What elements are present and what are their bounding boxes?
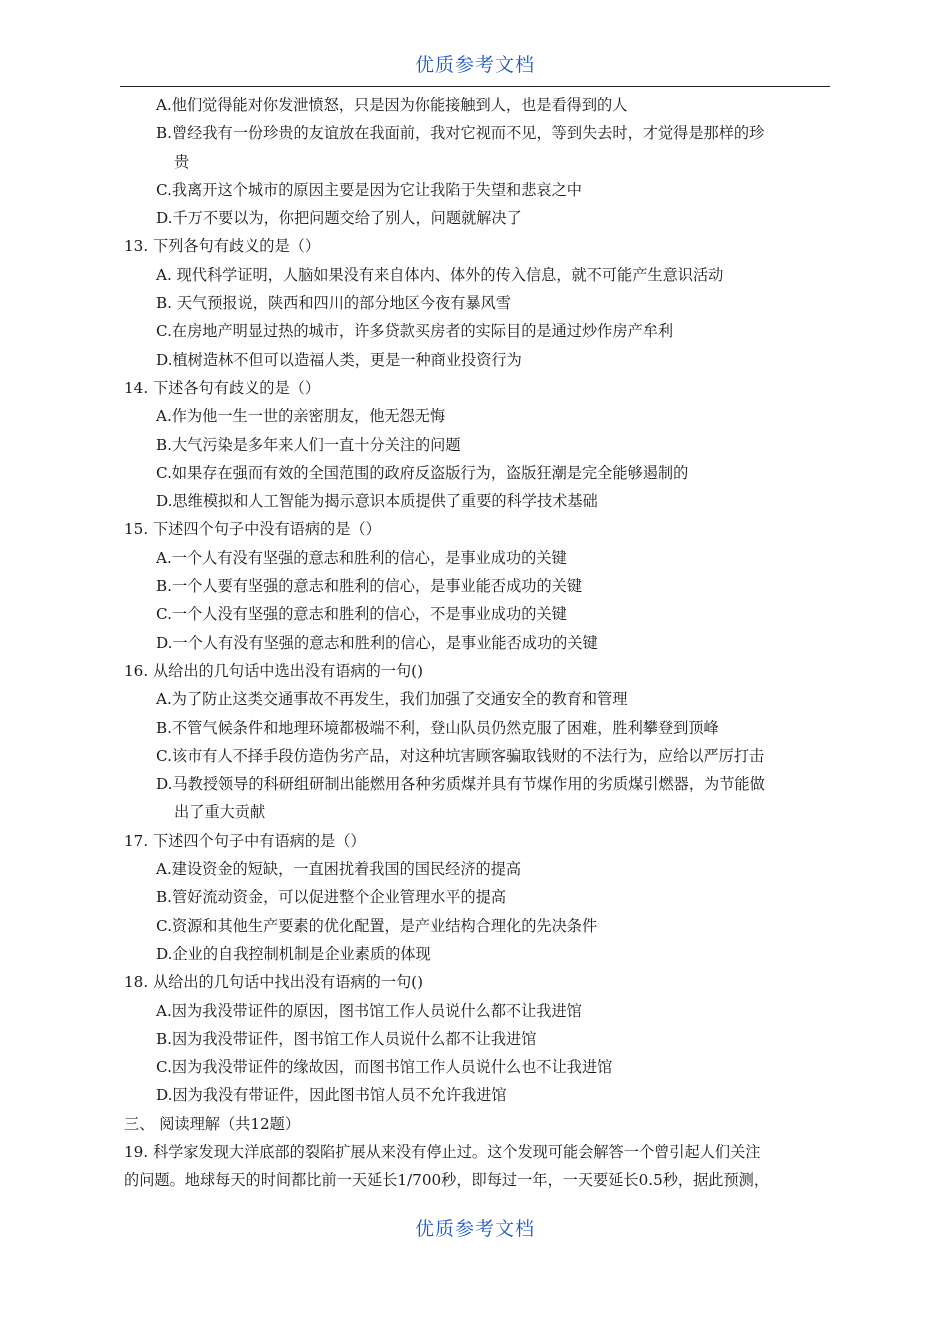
answer-option: C.资源和其他生产要素的优化配置，是产业结构合理化的先决条件 [156, 916, 598, 935]
answer-option: A. 现代科学证明，人脑如果没有来自体内、体外的传入信息，就不可能产生意识活动 [156, 265, 724, 284]
answer-option: D.马教授领导的科研组研制出能燃用各种劣质煤并具有节煤作用的劣质煤引燃器，为节能做 [156, 775, 765, 794]
answer-option: D.千万不要以为，你把问题交给了别人，问题就解决了 [156, 209, 522, 228]
answer-option: B.不管气候条件和地理环境都极端不利，登山队员仍然克服了困难，胜利攀登到顶峰 [156, 718, 719, 737]
answer-option: D.思维模拟和人工智能为揭示意识本质提供了重要的科学技术基础 [156, 492, 598, 511]
answer-option: A.建设资金的短缺，一直困扰着我国的国民经济的提高 [156, 860, 522, 879]
answer-option: B.因为我没带证件，图书馆工作人员说什么都不让我进馆 [156, 1029, 537, 1048]
question-line: 14. 下述各句有歧义的是（） [124, 378, 321, 397]
answer-option: D.植树造林不但可以造福人类，更是一种商业投资行为 [156, 350, 522, 369]
question-line: 17. 下述四个句子中有语病的是（） [124, 831, 366, 850]
answer-option: D.因为我没有带证件，因此图书馆人员不允许我进馆 [156, 1086, 507, 1105]
header-divider [120, 86, 830, 87]
answer-option: B.管好流动资金，可以促进整个企业管理水平的提高 [156, 888, 507, 907]
answer-option: B. 天气预报说，陕西和四川的部分地区今夜有暴风雪 [156, 294, 511, 313]
option-continuation: 出了重大贡献 [174, 803, 266, 822]
answer-option: A.一个人有没有坚强的意志和胜利的信心，是事业成功的关键 [156, 548, 567, 567]
option-continuation: 贵 [174, 152, 190, 171]
answer-option: A.为了防止这类交通事故不再发生，我们加强了交通安全的教育和管理 [156, 690, 628, 709]
question-line: 13. 下列各句有歧义的是（） [124, 237, 321, 256]
answer-option: B.曾经我有一份珍贵的友谊放在我面前，我对它视而不见，等到失去时，才觉得是那样的珍 [156, 124, 765, 143]
answer-option: A.作为他一生一世的亲密朋友，他无怨无悔 [156, 407, 446, 426]
answer-option: A.他们觉得能对你发泄愤怒，只是因为你能接触到人，也是看得到的人 [156, 96, 628, 114]
answer-option: C.在房地产明显过热的城市，许多贷款买房者的实际目的是通过炒作房产牟利 [156, 322, 674, 341]
question-line: 的问题。地球每天的时间都比前一天延长1/700秒，即每过一年，一天要延长0.5秒，据此预测， [124, 1171, 770, 1190]
answer-option: C.该市有人不择手段仿造伪劣产品，对这种坑害顾客骗取钱财的不法行为，应给以严厉打击 [156, 746, 765, 765]
question-line: 三、 阅读理解（共12题） [124, 1114, 301, 1133]
answer-option: B.大气污染是多年来人们一直十分关注的问题 [156, 435, 461, 454]
question-line: 18. 从给出的几句话中找出没有语病的一句() [124, 973, 424, 992]
question-line: 15. 下述四个句子中没有语病的是（） [124, 520, 381, 539]
answer-option: C.因为我没带证件的缘故因，而图书馆工作人员说什么也不让我进馆 [156, 1058, 613, 1077]
question-line: 19. 科学家发现大洋底部的裂陷扩展从来没有停止过。这个发现可能会解答一个曾引起人们关注 [124, 1142, 761, 1161]
document-body [124, 91, 830, 1195]
answer-option: C.一个人没有坚强的意志和胜利的信心，不是事业成功的关键 [156, 605, 567, 624]
answer-option: C.我离开这个城市的原因主要是因为它让我陷于失望和悲哀之中 [156, 180, 582, 199]
page-header-title: 优质参考文档 [414, 54, 535, 76]
answer-option: D.企业的自我控制机制是企业素质的体现 [156, 944, 431, 963]
answer-option: C.如果存在强而有效的全国范围的政府反盗版行为，盗版狂潮是完全能够遏制的 [156, 463, 689, 482]
question-line: 16. 从给出的几句话中选出没有语病的一句() [124, 661, 424, 680]
answer-option: B.一个人要有坚强的意志和胜利的信心，是事业能否成功的关键 [156, 577, 583, 596]
answer-option: A.因为我没带证件的原因，图书馆工作人员说什么都不让我进馆 [156, 1001, 582, 1020]
page-footer-title: 优质参考文档 [414, 1218, 535, 1240]
answer-option: D.一个人有没有坚强的意志和胜利的信心，是事业能否成功的关键 [156, 633, 598, 652]
